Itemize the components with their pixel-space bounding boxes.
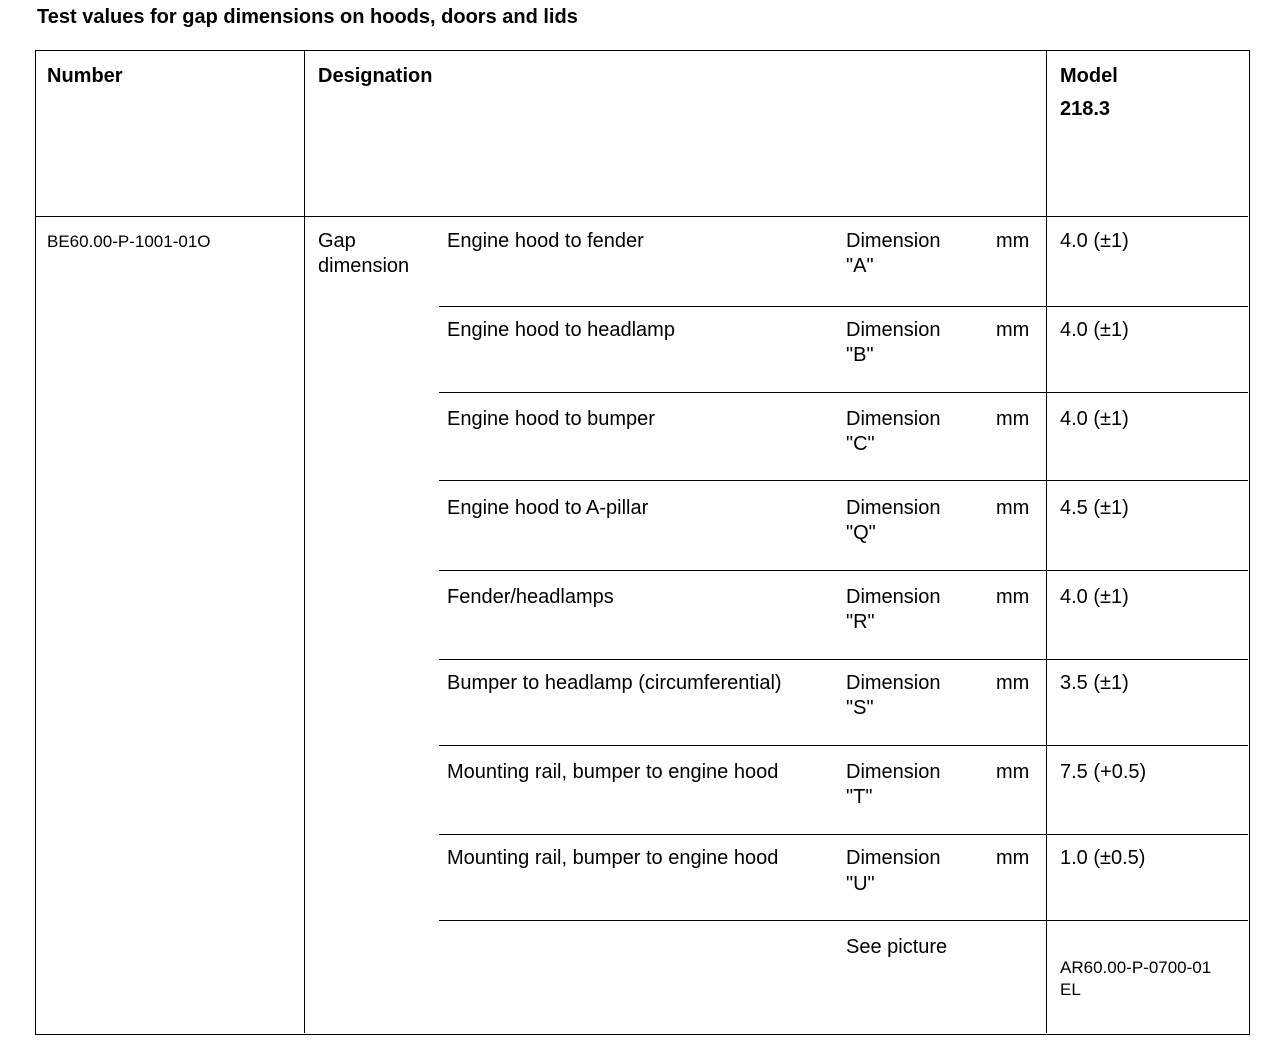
row-dimension-code: "B" xyxy=(846,344,874,366)
row-label: Engine hood to headlamp xyxy=(447,319,675,341)
row-dimension-code: "U" xyxy=(846,873,875,895)
gap-table xyxy=(35,50,1250,1035)
row-dimension-code: "T" xyxy=(846,786,873,808)
row-unit: mm xyxy=(996,230,1030,252)
row-divider xyxy=(439,392,1248,393)
row-divider xyxy=(439,659,1248,660)
row-dimension-word: Dimension xyxy=(846,319,941,341)
header-model-label: Model xyxy=(1060,65,1118,87)
row-label: Bumper to headlamp (circumferential) xyxy=(447,672,782,694)
row-divider xyxy=(439,306,1248,307)
row-value: 7.5 (+0.5) xyxy=(1060,761,1147,783)
row-dimension-word: Dimension xyxy=(846,847,941,869)
row-value: 4.5 (±1) xyxy=(1060,497,1129,519)
col-divider-model xyxy=(1046,51,1047,1033)
row-unit: mm xyxy=(996,761,1030,783)
row-divider xyxy=(439,480,1248,481)
row-unit: mm xyxy=(996,672,1030,694)
row-label: Mounting rail, bumper to engine hood xyxy=(447,761,779,783)
row-value: 1.0 (±0.5) xyxy=(1060,847,1146,869)
row-divider xyxy=(439,570,1248,571)
row-label: Fender/headlamps xyxy=(447,586,614,608)
row-unit: mm xyxy=(996,497,1030,519)
row-label: Engine hood to bumper xyxy=(447,408,655,430)
group-label-dimension: dimension xyxy=(318,255,410,277)
row-dimension-word: Dimension xyxy=(846,761,941,783)
row-unit: mm xyxy=(996,586,1030,608)
row-unit: mm xyxy=(996,319,1030,341)
row-dimension-word: Dimension xyxy=(846,230,941,252)
row-value: 4.0 (±1) xyxy=(1060,319,1129,341)
row-value: 4.0 (±1) xyxy=(1060,230,1129,252)
header-designation: Designation xyxy=(318,65,433,87)
number-value: BE60.00-P-1001-01O xyxy=(47,232,211,251)
row-unit: mm xyxy=(996,408,1030,430)
row-dimension-word: Dimension xyxy=(846,408,941,430)
row-dimension-word: Dimension xyxy=(846,672,941,694)
row-divider xyxy=(439,834,1248,835)
row-dimension-code: "Q" xyxy=(846,522,876,544)
see-picture-label: See picture xyxy=(846,936,948,958)
row-unit: mm xyxy=(996,847,1030,869)
row-dimension-word: Dimension xyxy=(846,586,941,608)
row-value: 4.0 (±1) xyxy=(1060,586,1129,608)
picture-reference-line1: AR60.00-P-0700-01 xyxy=(1060,958,1212,977)
header-divider xyxy=(36,216,1248,217)
row-divider xyxy=(439,920,1248,921)
row-dimension-code: "R" xyxy=(846,611,875,633)
document-title: Test values for gap dimensions on hoods, doors and lids xyxy=(37,6,578,28)
row-label: Engine hood to fender xyxy=(447,230,644,252)
header-number: Number xyxy=(47,65,123,87)
row-label: Mounting rail, bumper to engine hood xyxy=(447,847,779,869)
picture-reference-line2: EL xyxy=(1060,980,1081,999)
row-divider xyxy=(439,745,1248,746)
group-label-gap: Gap xyxy=(318,230,356,252)
row-value: 4.0 (±1) xyxy=(1060,408,1129,430)
col-divider-number xyxy=(304,51,305,1033)
row-dimension-code: "C" xyxy=(846,433,875,455)
row-value: 3.5 (±1) xyxy=(1060,672,1129,694)
row-dimension-word: Dimension xyxy=(846,497,941,519)
row-dimension-code: "A" xyxy=(846,255,874,277)
row-label: Engine hood to A-pillar xyxy=(447,497,649,519)
row-dimension-code: "S" xyxy=(846,697,874,719)
header-model-value: 218.3 xyxy=(1060,98,1111,120)
